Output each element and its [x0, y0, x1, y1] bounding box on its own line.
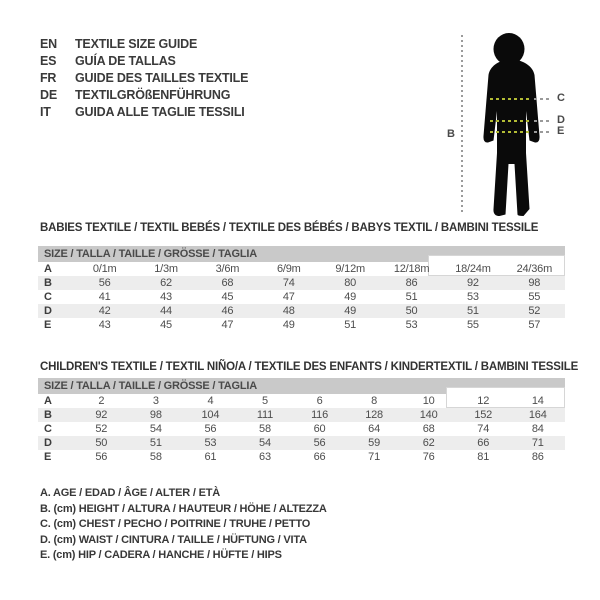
table-cell: 51 — [344, 319, 357, 331]
table-cell: 74 — [282, 277, 295, 289]
table-cell: 98 — [528, 277, 541, 289]
waist-line-green-segment — [490, 120, 531, 122]
table-row — [38, 422, 565, 436]
table-cell: 3/6m — [215, 263, 240, 275]
row-label: E — [44, 319, 52, 331]
table-row — [38, 318, 565, 332]
table-cell: 5 — [262, 395, 268, 407]
table-cell: 42 — [98, 305, 111, 317]
table-cell: 111 — [256, 409, 274, 421]
table-cell: 58 — [149, 451, 162, 463]
table-cell: 24/36m — [516, 263, 553, 275]
row-label: A — [44, 263, 52, 275]
table-cell: 68 — [422, 423, 435, 435]
language-row — [40, 36, 248, 53]
table-cell: 45 — [160, 319, 172, 331]
table-cell: 49 — [344, 291, 357, 303]
table-cell: 61 — [204, 451, 217, 463]
table-cell: 43 — [98, 319, 111, 331]
table-cell: 76 — [422, 451, 435, 463]
table-cell: 56 — [313, 437, 326, 449]
table-cell: 50 — [405, 305, 418, 317]
table-row — [38, 304, 565, 318]
table-cell: 68 — [221, 277, 234, 289]
table-cell: 64 — [368, 423, 381, 435]
children-table-body — [38, 394, 565, 464]
hip-dashed-line — [490, 131, 552, 133]
table-cell: 9/12m — [335, 263, 365, 275]
table-cell: 6/9m — [276, 263, 301, 275]
children-table-header: SIZE / TALLA / TAILLE / GRÖSSE / TAGLIA — [38, 378, 565, 394]
table-cell: 14 — [531, 395, 544, 407]
table-cell: 51 — [405, 291, 418, 303]
children-size-table — [38, 378, 565, 464]
legend-line: B. (cm) HEIGHT / ALTURA / HAUTEUR / HÖHE / ALTEZZA — [40, 502, 327, 515]
table-cell: 52 — [528, 305, 541, 317]
table-cell: 51 — [467, 305, 479, 317]
table-cell: 63 — [259, 451, 271, 463]
table-cell: 49 — [344, 305, 357, 317]
table-cell: 49 — [282, 319, 295, 331]
table-cell: 56 — [98, 277, 111, 289]
table-cell: 46 — [221, 305, 234, 317]
table-row — [38, 262, 565, 276]
legend-line: D. (cm) WAIST / CINTURA / TAILLE / HÜFTUNG / VITA — [40, 533, 307, 546]
table-cell: 55 — [467, 319, 479, 331]
language-title: GUÍA DE TALLAS — [75, 54, 176, 68]
table-cell: 55 — [528, 291, 541, 303]
hip-line-gray-segment — [534, 131, 552, 133]
waist-label: D — [557, 114, 565, 126]
table-cell: 56 — [95, 451, 108, 463]
table-cell: 48 — [282, 305, 295, 317]
table-cell: 8 — [371, 395, 378, 407]
table-cell: 45 — [221, 291, 234, 303]
language-code: EN — [40, 37, 57, 51]
table-cell: 86 — [531, 451, 544, 463]
table-cell: 54 — [259, 437, 271, 449]
measurement-legend — [40, 486, 327, 564]
table-row — [38, 450, 565, 464]
waist-dashed-line — [490, 120, 552, 122]
table-cell: 62 — [160, 277, 172, 289]
table-cell: 57 — [528, 319, 541, 331]
language-code: ES — [40, 54, 57, 68]
table-row — [38, 408, 565, 422]
table-cell: 81 — [477, 451, 490, 463]
language-row — [40, 53, 248, 70]
child-silhouette-icon — [478, 33, 545, 218]
height-dashed-line — [461, 35, 463, 213]
height-label: B — [447, 128, 455, 140]
legend-line: A. AGE / EDAD / ÂGE / ALTER / ETÀ — [40, 487, 221, 499]
table-cell: 43 — [160, 291, 172, 303]
table-cell: 53 — [467, 291, 479, 303]
table-cell: 1/3m — [154, 263, 178, 275]
table-row — [38, 276, 565, 290]
row-label: D — [44, 305, 52, 317]
row-label: C — [44, 423, 52, 435]
language-title: GUIDA ALLE TAGLIE TESSILI — [75, 105, 245, 119]
table-cell: 86 — [405, 277, 418, 289]
table-cell: 56 — [204, 423, 217, 435]
table-cell: 18/24m — [455, 263, 491, 275]
babies-section-title: BABIES TEXTILE / TEXTIL BEBÉS / TEXTILE DES BÉBÉS / BABYS TEXTIL / BAMBINI TESSILE — [40, 222, 539, 234]
children-section-title: CHILDREN'S TEXTILE / TEXTIL NIÑO/A / TEXTILE DES ENFANTS / KINDERTEXTIL / BAMBINI TESSILE — [40, 361, 579, 373]
table-cell: 74 — [477, 423, 490, 435]
table-cell: 92 — [467, 277, 479, 289]
babies-table-body — [38, 262, 565, 332]
legend-line: C. (cm) CHEST / PECHO / POITRINE / TRUHE / PETTO — [40, 518, 311, 530]
table-cell: 0/1m — [92, 263, 117, 275]
table-cell: 164 — [528, 409, 547, 421]
hip-line-green-segment — [490, 131, 531, 133]
language-title: GUIDE DES TAILLES TEXTILE — [75, 71, 249, 85]
table-cell: 50 — [95, 437, 108, 449]
row-label: D — [44, 437, 52, 449]
table-cell: 51 — [149, 437, 162, 449]
table-cell: 62 — [422, 437, 435, 449]
legend-line: E. (cm) HIP / CADERA / HANCHE / HÜFTE / HIPS — [40, 549, 282, 561]
babies-table-header: SIZE / TALLA / TAILLE / GRÖSSE / TAGLIA — [38, 246, 565, 262]
row-label: B — [44, 409, 52, 421]
chest-label: C — [557, 92, 565, 104]
chest-line-green-segment — [490, 98, 531, 100]
table-cell: 152 — [474, 409, 493, 421]
table-cell: 47 — [282, 291, 295, 303]
table-cell: 116 — [311, 409, 328, 421]
language-row — [40, 104, 248, 121]
language-row — [40, 87, 248, 104]
language-title: TEXTILE SIZE GUIDE — [75, 37, 198, 51]
table-row — [38, 394, 565, 408]
table-cell: 71 — [531, 437, 544, 449]
table-cell: 60 — [313, 423, 326, 435]
language-code: IT — [40, 105, 51, 119]
hip-label: E — [557, 125, 565, 137]
row-label: C — [44, 291, 52, 303]
table-cell: 41 — [98, 291, 111, 303]
measurement-figure — [440, 12, 598, 227]
table-cell: 58 — [259, 423, 271, 435]
table-cell: 12 — [477, 395, 490, 407]
table-row — [38, 436, 565, 450]
table-cell: 54 — [149, 423, 162, 435]
language-row — [40, 70, 248, 87]
table-row — [38, 290, 565, 304]
table-cell: 47 — [221, 319, 234, 331]
table-cell: 44 — [160, 305, 172, 317]
table-cell: 92 — [95, 409, 108, 421]
language-title: TEXTILGRÖßENFÜHRUNG — [75, 88, 231, 102]
table-cell: 66 — [477, 437, 490, 449]
table-cell: 53 — [405, 319, 418, 331]
table-cell: 59 — [368, 437, 381, 449]
table-cell: 66 — [313, 451, 326, 463]
table-cell: 12/18m — [393, 263, 430, 275]
table-cell: 53 — [204, 437, 217, 449]
table-cell: 6 — [316, 395, 323, 407]
row-label: B — [44, 277, 52, 289]
table-cell: 104 — [201, 409, 220, 421]
table-cell: 52 — [95, 423, 108, 435]
table-cell: 2 — [98, 395, 105, 407]
table-cell: 71 — [368, 451, 381, 463]
language-code: DE — [40, 88, 57, 102]
chest-dashed-line — [490, 98, 552, 100]
language-code: FR — [40, 71, 57, 85]
table-cell: 98 — [149, 409, 162, 421]
table-cell: 3 — [152, 395, 159, 407]
chest-line-gray-segment — [534, 98, 552, 100]
table-cell: 140 — [419, 409, 438, 421]
table-cell: 4 — [207, 395, 214, 407]
waist-line-gray-segment — [534, 120, 552, 122]
table-cell: 84 — [531, 423, 544, 435]
table-cell: 128 — [365, 409, 383, 421]
babies-size-table — [38, 246, 565, 332]
table-cell: 10 — [422, 395, 435, 407]
language-title-list — [40, 36, 248, 121]
row-label: E — [44, 451, 52, 463]
row-label: A — [44, 395, 52, 407]
table-cell: 80 — [344, 277, 357, 289]
